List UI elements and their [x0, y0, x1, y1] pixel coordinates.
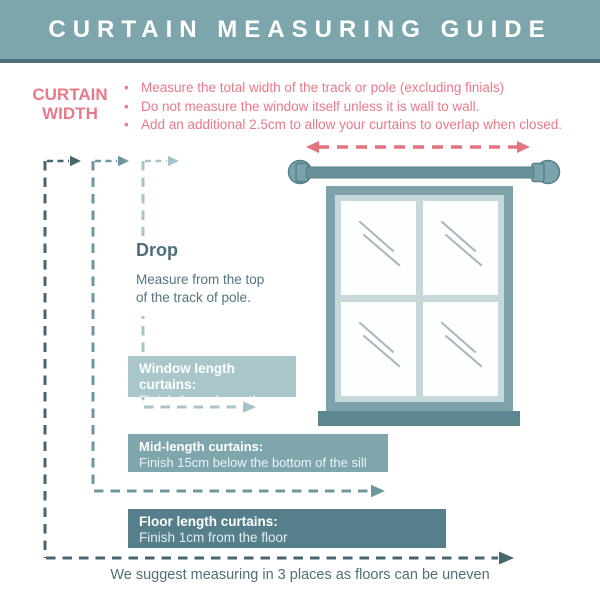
width-double-arrow-icon	[306, 141, 530, 153]
window-pane	[341, 302, 416, 396]
window-pane-grid	[341, 201, 498, 396]
box-title: Mid-length curtains:	[139, 439, 264, 454]
drop-description: Measure from the top of the track of pole.	[136, 272, 265, 305]
window-pane	[423, 201, 498, 295]
footer-note: We suggest measuring in 3 places as floors can be uneven	[110, 567, 490, 583]
glass-reflection-icon	[423, 201, 498, 295]
box-subtitle: Finish 1cm from the floor	[139, 530, 288, 545]
curtain-width-label-line1: CURTAIN	[32, 85, 108, 104]
glass-reflection-icon	[341, 302, 416, 396]
box-subtitle: Finish 15cm below the bottom of the sill	[139, 455, 367, 470]
page-title: CURTAIN MEASURING GUIDE	[48, 15, 552, 43]
window-pane	[423, 302, 498, 396]
drop-title: Drop	[136, 240, 178, 260]
bullet-dot-icon: •	[124, 98, 129, 114]
glass-reflection-icon	[341, 201, 416, 295]
curtain-width-label-line2: WIDTH	[42, 104, 98, 123]
box-title: Floor length curtains:	[139, 514, 278, 529]
window-length-curtains-box	[128, 356, 296, 424]
box-title: Window length curtains:	[139, 361, 235, 392]
curtain-pole-graphic	[289, 161, 560, 184]
floor-length-curtains-box	[128, 509, 446, 548]
window-sill	[318, 411, 520, 426]
bullet-dot-icon: •	[124, 117, 129, 132]
window-graphic	[326, 186, 513, 411]
window-pane	[341, 201, 416, 295]
drop-section	[128, 236, 282, 316]
window-inner-frame	[335, 195, 504, 402]
bullet-text: Add an additional 2.5cm to allow your curtains to overlap when closed.	[141, 117, 562, 132]
glass-reflection-icon	[423, 302, 498, 396]
box-subtitle: Finish 1cm above the sill	[139, 393, 268, 424]
bullet-dot-icon: •	[124, 80, 129, 95]
mid-length-curtains-box	[128, 434, 388, 472]
bullet-text: Do not measure the window itself unless it is wall to wall.	[141, 98, 480, 114]
bullet-text: Measure the total width of the track or pole (excluding finials)	[141, 80, 505, 95]
